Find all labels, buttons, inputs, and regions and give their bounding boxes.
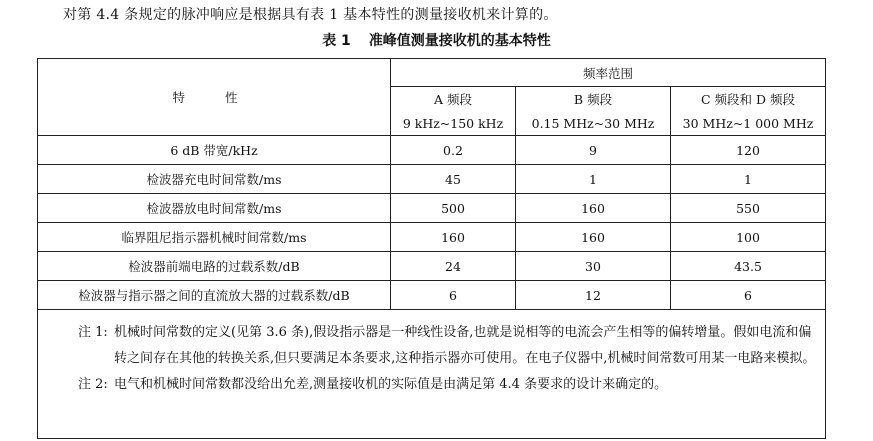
cell-band-a: 6 [391,281,516,310]
table-row [38,194,826,223]
table-row [38,165,826,194]
table-row [38,223,826,252]
table-number: 表 1 [322,33,351,49]
header-band-cd: C 频段和 D 频段 [671,87,826,112]
cell-band-a: 0.2 [391,136,516,165]
table-notes [38,310,826,439]
row-label: 检波器与指示器之间的直流放大器的过载系数/dB [38,281,391,310]
cell-band-a: 24 [391,252,516,281]
cell-band-b: 12 [516,281,671,310]
notes-row [38,310,826,439]
row-label: 临界阻尼指示器机械时间常数/ms [38,223,391,252]
cell-band-cd: 1 [671,165,826,194]
table-caption [0,30,873,50]
note-1-text: 机械时间常数的定义(见第 3.6 条),假设指示器是一种线性设备,也就是说相等的电流会产生相等的偏转增量。假如电流和偏转之间存在其他的转换关系,但只要满足本条要求,这种指示器亦可使用。在电子仪器中,机械时间常数可用某一电路来模拟。 [114,325,816,366]
cell-band-cd: 100 [671,223,826,252]
cell-band-b: 160 [516,194,671,223]
header-band-a: A 频段 [391,87,516,112]
characteristics-table [37,58,826,439]
row-label: 检波器前端电路的过载系数/dB [38,252,391,281]
table-row [38,252,826,281]
header-frequency-range: 频率范围 [391,59,826,87]
row-label: 检波器充电时间常数/ms [38,165,391,194]
cell-band-b: 9 [516,136,671,165]
header-row-top [38,59,826,87]
table-row [38,281,826,310]
cell-band-b: 1 [516,165,671,194]
row-label: 6 dB 带宽/kHz [38,136,391,165]
header-range-cd: 30 MHz~1 000 MHz [671,111,826,136]
cell-band-cd: 6 [671,281,826,310]
intro-paragraph: 对第 4.4 条规定的脉冲响应是根据具有表 1 基本特性的测量接收机来计算的。 [63,7,558,23]
cell-band-cd: 43.5 [671,252,826,281]
cell-band-b: 30 [516,252,671,281]
cell-band-b: 160 [516,223,671,252]
header-band-b: B 频段 [516,87,671,112]
note-1 [78,320,817,372]
note-2 [78,372,817,398]
header-range-b: 0.15 MHz~30 MHz [516,111,671,136]
cell-band-a: 500 [391,194,516,223]
header-range-a: 9 kHz~150 kHz [391,111,516,136]
note-2-text: 电气和机械时间常数都没给出允差,测量接收机的实际值是由满足第 4.4 条要求的设计来确定的。 [114,377,668,392]
note-1-label: 注 1: [78,325,108,340]
table-row [38,136,826,165]
cell-band-a: 160 [391,223,516,252]
row-label: 检波器放电时间常数/ms [38,194,391,223]
cell-band-cd: 550 [671,194,826,223]
cell-band-a: 45 [391,165,516,194]
table-title-text: 准峰值测量接收机的基本特性 [368,33,551,49]
header-characteristic: 特 性 [38,59,391,136]
cell-band-cd: 120 [671,136,826,165]
note-2-label: 注 2: [78,377,108,392]
